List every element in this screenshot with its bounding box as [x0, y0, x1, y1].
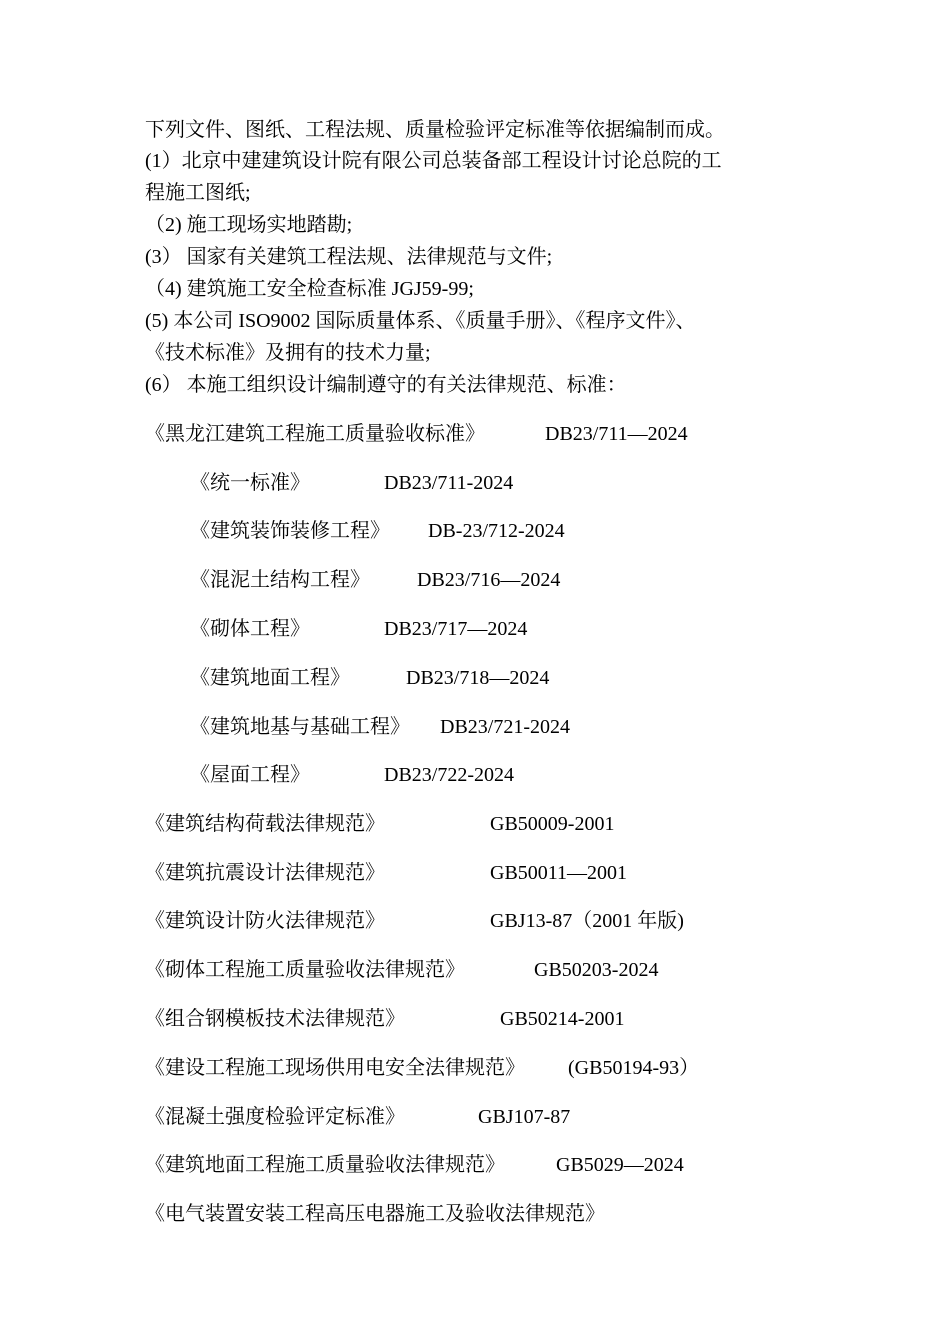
- standard-name: 《建筑结构荷载法律规范》: [145, 813, 385, 835]
- standard-code: DB23/717—2024: [384, 618, 528, 640]
- list-item-6: (6） 本施工组织设计编制遵守的有关法律规范、标准：: [145, 374, 627, 396]
- intro-line: 下列文件、图纸、工程法规、质量检验评定标准等依据编制而成。: [145, 119, 725, 141]
- standard-name: 《建设工程施工现场供用电安全法律规范》: [145, 1057, 525, 1079]
- standard-name: 《砌体工程施工质量验收法律规范》: [145, 959, 465, 981]
- standard-name: 《混泥土结构工程》: [190, 569, 370, 591]
- standard-name: 《建筑地基与基础工程》: [190, 716, 410, 738]
- standard-code: GB50214-2001: [500, 1008, 625, 1030]
- standard-name: 《建筑地面工程》: [190, 667, 350, 689]
- standard-code: DB23/711—2024: [545, 423, 688, 445]
- standard-name: 《建筑装饰装修工程》: [190, 520, 390, 542]
- standard-name: 《统一标准》: [190, 472, 310, 494]
- standard-code: DB23/722-2024: [384, 764, 514, 786]
- standard-code: GB50009-2001: [490, 813, 615, 835]
- standard-code: GB5029—2024: [556, 1154, 684, 1176]
- list-item-1-line-2: 程施工图纸;: [145, 182, 251, 204]
- list-item-2: （2) 施工现场实地踏勘;: [145, 214, 353, 236]
- standard-code: GBJ13-87（2001 年版): [490, 910, 684, 932]
- standard-code: DB23/716—2024: [417, 569, 561, 591]
- standard-name: 《屋面工程》: [190, 764, 310, 786]
- standard-code: (GB50194-93）: [568, 1057, 700, 1079]
- standard-name: 《组合钢模板技术法律规范》: [145, 1008, 405, 1030]
- standard-code: GBJ107-87: [478, 1106, 571, 1128]
- standard-code: GB50011—2001: [490, 862, 628, 884]
- standard-name: 《黑龙江建筑工程施工质量验收标准》: [145, 423, 485, 445]
- standard-code: DB23/711-2024: [384, 472, 514, 494]
- standard-code: DB23/721-2024: [440, 716, 570, 738]
- standard-code: DB23/718—2024: [406, 667, 550, 689]
- standard-name: 《砌体工程》: [190, 618, 310, 640]
- list-item-4: （4) 建筑施工安全检查标准 JGJ59-99;: [145, 278, 474, 300]
- list-item-5-line-2: 《技术标准》及拥有的技术力量;: [145, 342, 431, 364]
- standard-name: 《建筑设计防火法律规范》: [145, 910, 385, 932]
- list-item-3: (3） 国家有关建筑工程法规、法律规范与文件;: [145, 246, 553, 268]
- standard-name: 《电气装置安装工程高压电器施工及验收法律规范》: [145, 1203, 605, 1225]
- standard-code: GB50203-2024: [534, 959, 659, 981]
- standard-name: 《混凝土强度检验评定标准》: [145, 1106, 405, 1128]
- list-item-5-line-1: (5) 本公司 ISO9002 国际质量体系、《质量手册》、《程序文件》、: [145, 310, 696, 332]
- standard-code: DB-23/712-2024: [428, 520, 565, 542]
- standard-name: 《建筑地面工程施工质量验收法律规范》: [145, 1154, 505, 1176]
- list-item-1-line-1: (1）北京中建建筑设计院有限公司总装备部工程设计讨论总院的工: [145, 150, 722, 172]
- standard-name: 《建筑抗震设计法律规范》: [145, 862, 385, 884]
